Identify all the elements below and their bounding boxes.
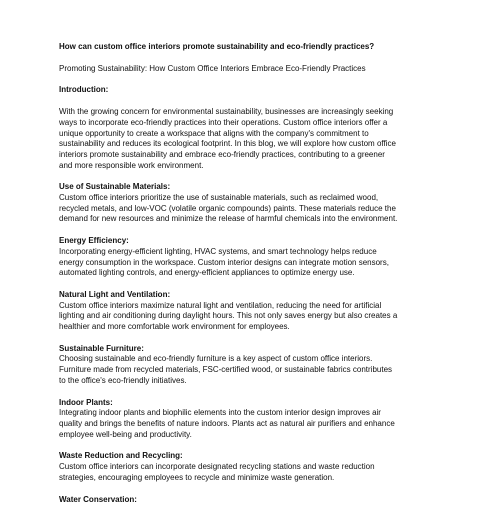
text-line: Custom office interiors maximize natural light and ventilation, reducing the need for artificial <box>59 301 381 310</box>
text-line: With the growing concern for environmental sustainability, businesses are increasingly seeking <box>59 107 393 116</box>
text-line: energy consumption in the workspace. Custom interior designs can integrate motion sensors, <box>59 258 389 267</box>
section-paragraph <box>59 247 444 279</box>
text-line: Incorporating energy-efficient lighting, HVAC systems, and smart technology helps reduce <box>59 247 377 256</box>
section-water-conservation <box>59 495 444 505</box>
section-waste-reduction <box>59 451 444 483</box>
text-line: automated lighting controls, and energy-efficient appliances to optimize energy use. <box>59 268 355 277</box>
section-sustainable-furniture <box>59 344 444 387</box>
document-page <box>59 42 444 505</box>
section-heading: Waste Reduction and Recycling: <box>59 451 444 462</box>
section-natural-light <box>59 290 444 333</box>
text-line: Custom office interiors can incorporate designated recycling stations and waste reduction <box>59 462 375 471</box>
section-paragraph <box>59 301 444 333</box>
text-line: unique opportunity to create a workspace that aligns with the company's commitment to <box>59 129 369 138</box>
section-heading: Use of Sustainable Materials: <box>59 182 444 193</box>
text-line: Choosing sustainable and eco-friendly furniture is a key aspect of custom office interiors. <box>59 354 372 363</box>
section-heading: Water Conservation: <box>59 495 444 505</box>
document-subtitle: Promoting Sustainability: How Custom Office Interiors Embrace Eco-Friendly Practices <box>59 64 444 75</box>
text-line: sustainability and reduces its ecological footprint. In this blog, we will explore how custom office <box>59 139 396 148</box>
section-paragraph <box>59 408 444 440</box>
text-line: ways to incorporate eco-friendly practices into their operations. Custom office interiors offer a <box>59 118 387 127</box>
text-line: and more responsible work environment. <box>59 161 204 170</box>
section-heading: Natural Light and Ventilation: <box>59 290 444 301</box>
intro-heading: Introduction: <box>59 85 444 96</box>
section-energy-efficiency <box>59 236 444 279</box>
section-paragraph <box>59 462 444 483</box>
text-line: interiors promote sustainability and embrace eco-friendly practices, contributing to a greener <box>59 150 385 159</box>
text-line: quality and brings the benefits of nature indoors. Plants act as natural air purifiers and enhance <box>59 419 395 428</box>
text-line: to the office's eco-friendly initiatives. <box>59 376 187 385</box>
text-line: Custom office interiors prioritize the use of sustainable materials, such as reclaimed wood, <box>59 193 378 202</box>
text-line: strategies, encouraging employees to recycle and minimize waste generation. <box>59 473 334 482</box>
section-sustainable-materials <box>59 182 444 225</box>
text-line: Furniture made from recycled materials, FSC-certified wood, or sustainable fabrics contributes <box>59 365 392 374</box>
text-line: Integrating indoor plants and biophilic elements into the custom interior design improves air <box>59 408 381 417</box>
text-line: employee well-being and productivity. <box>59 430 192 439</box>
section-indoor-plants <box>59 398 444 441</box>
text-line: lighting and air conditioning during daylight hours. This not only saves energy but also creates a <box>59 311 397 320</box>
document-title: How can custom office interiors promote sustainability and eco-friendly practices? <box>59 42 444 53</box>
intro-paragraph <box>59 107 444 171</box>
section-heading: Indoor Plants: <box>59 398 444 409</box>
section-paragraph <box>59 354 444 386</box>
text-line: recycled metals, and low-VOC (volatile organic compounds) paints. These materials reduce the <box>59 204 396 213</box>
section-paragraph <box>59 193 444 225</box>
text-line: demand for new resources and minimize the release of harmful chemicals into the environment. <box>59 214 397 223</box>
section-heading: Energy Efficiency: <box>59 236 444 247</box>
text-line: healthier and more comfortable work environment for employees. <box>59 322 290 331</box>
intro-section <box>59 85 444 171</box>
section-heading: Sustainable Furniture: <box>59 344 444 355</box>
